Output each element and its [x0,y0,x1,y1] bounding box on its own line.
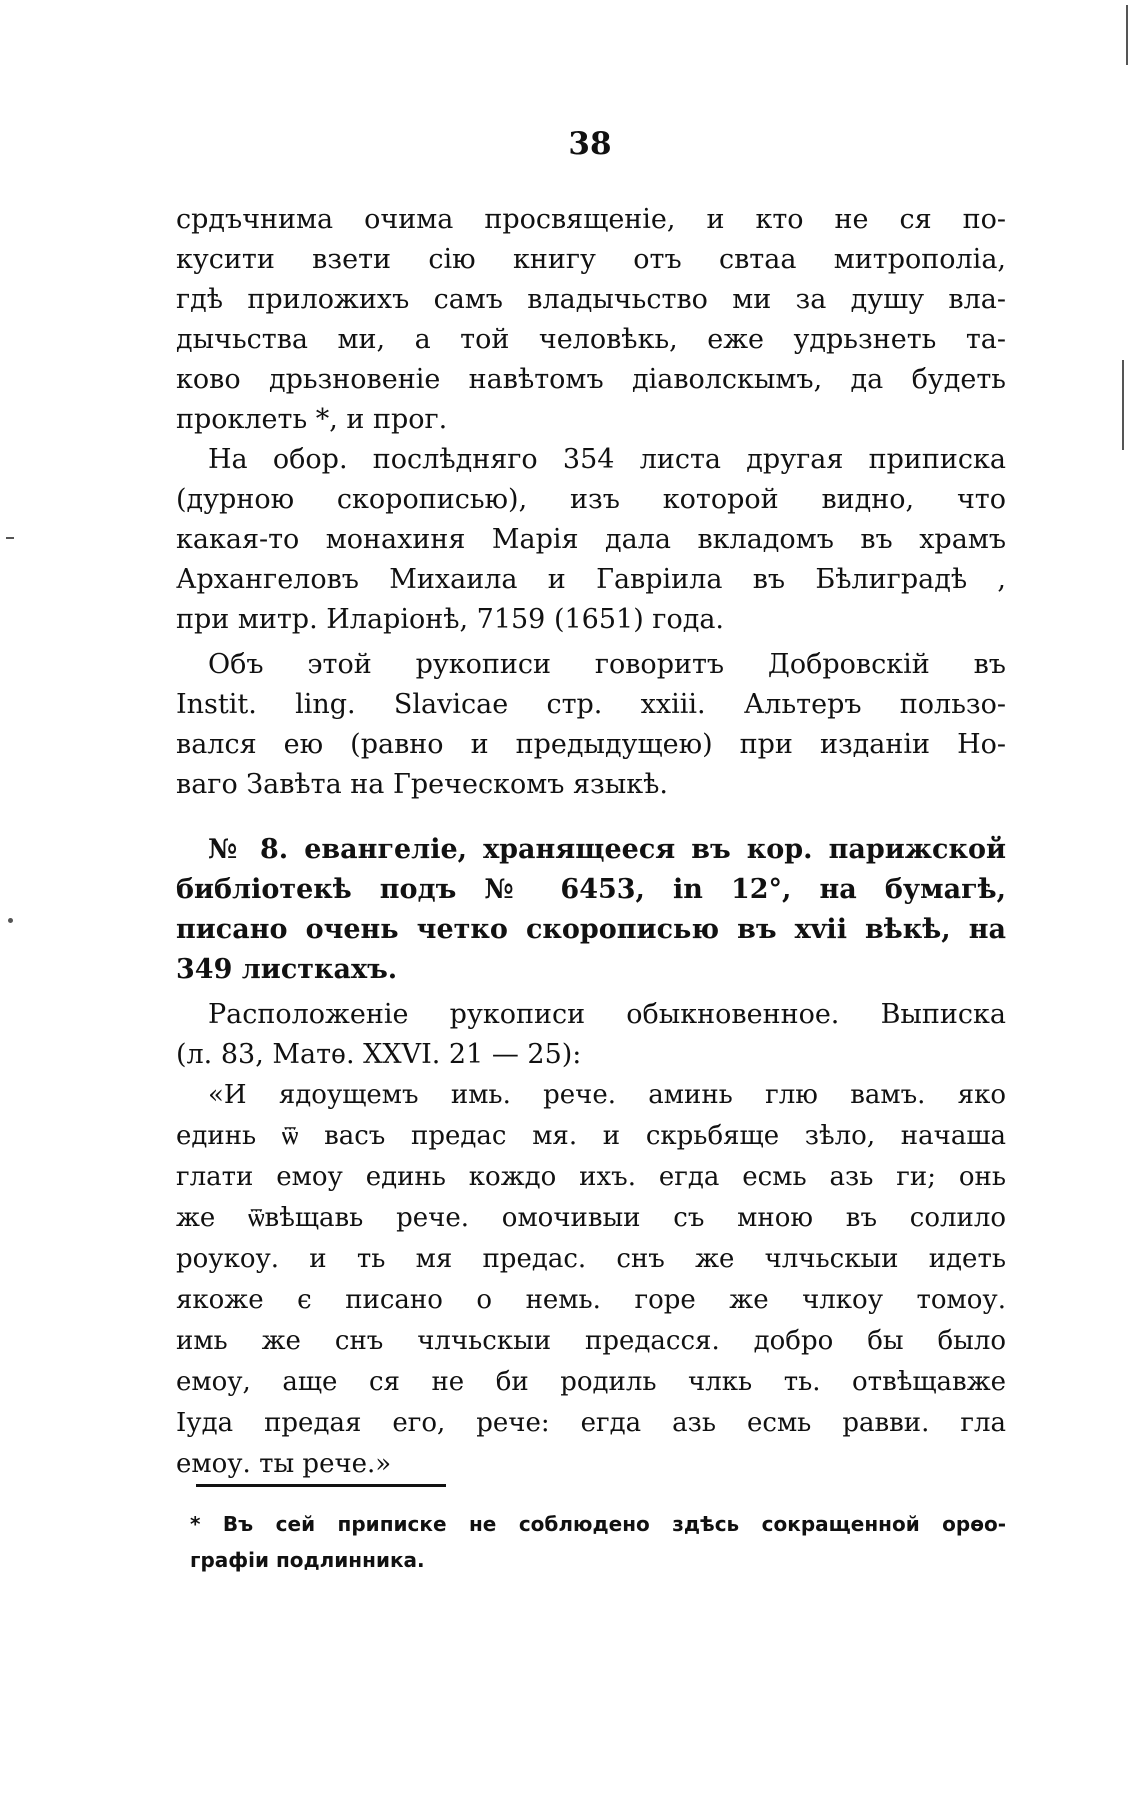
text-line: роукоу. и ть мя предас. снъ же члчьскыи идеть [176,1244,1006,1274]
text-line: гдѣ приложихъ самъ владычьство ми за душу вла- [176,284,1006,315]
text-line: библіотекѣ подъ № 6453, in 12°, на бумагѣ, [176,874,1006,905]
text-line: глати емоу единь кождо ихъ. егда есмь азь ги; онь [176,1162,1006,1192]
text-line: писано очень четко скорописью въ xvii вѣкѣ, на [176,914,1006,945]
text-line: Архангеловъ Михаила и Гавріила въ Бѣлиградѣ , [176,564,1006,595]
text-line: «И ядоущемъ имь. рече. аминь глю вамъ. яко [208,1080,1006,1110]
footnote [190,1506,1006,1578]
text-line: при митр. Иларіонѣ, 7159 (1651) года. [176,604,725,635]
margin-mark [1122,360,1124,450]
text-line: (дурною скорописью), изъ которой видно, что [176,484,1006,515]
text-line: срдъчнима очима просвященіе, и кто не ся по- [176,204,1006,235]
text-line: емоу. ты рече.» [176,1449,392,1479]
paragraph-colophon [176,200,1006,440]
footnote-rule [196,1484,446,1487]
text-line: вался ею (равно и предыдущею) при изданіи Но- [176,729,1006,760]
text-line: проклеть *, и прог. [176,404,448,435]
text-line: Объ этой рукописи говоритъ Добровскій въ [208,649,1006,680]
paragraph-dobrovsky [176,645,1006,805]
page-number: 38 [568,126,612,162]
text-line: кусити взети сію книгу отъ свтаа митрополіа, [176,244,1006,275]
text-line: ваго Завѣта на Греческомъ языкѣ. [176,769,668,800]
text-line: имь же снъ члчьскыи предасся. добро бы было [176,1326,1006,1356]
text-line: емоу, аще ся не би родиль члкь ть. отвѣщавже [176,1367,1006,1397]
text-line: Расположеніе рукописи обыкновенное. Выписка [208,999,1006,1030]
text-line: 349 листкахъ. [176,954,398,985]
paragraph-inscription [176,440,1006,640]
text-line: На обор. послѣдняго 354 листа другая приписка [208,444,1006,475]
paragraph-layout [176,995,1006,1075]
text-line: единь ѿ васъ предас мя. и скрьбяще зѣло, начаша [176,1121,1006,1151]
manuscript-heading [176,830,1006,990]
text-line: дычьства ми, а той человѣкь, еже удрьзнеть та- [176,324,1006,355]
margin-mark [6,537,14,539]
text-line: Іуда предая его, рече: егда азь есмь равви. гла [176,1408,1006,1438]
text-line: ково дрьзновеніе навѣтомъ діаволскымъ, да будеть [176,364,1006,395]
margin-mark [1126,5,1128,65]
text-line: Instit. ling. Slavicae стр. xxiii. Альтеръ пользо- [176,689,1006,720]
text-line: * Въ сей приписке не соблюдено здѣсь сокращенной орѳо- [190,1512,1006,1536]
text-line: (л. 83, Матѳ. XXVI. 21 — 25): [176,1039,582,1070]
margin-mark [8,918,13,923]
text-line: графіи подлинника. [190,1548,425,1572]
text-line: № 8. евангеліе, хранящееся въ кор. парижской [208,834,1006,865]
gospel-quotation [176,1075,1006,1485]
text-line: же ѿвѣщавь рече. омочивыи съ мною въ солило [176,1203,1006,1233]
text-line: якоже є писано о немь. горе же члкоу томоу. [176,1285,1006,1315]
text-line: какая-то монахиня Марія дала вкладомъ въ храмъ [176,524,1006,555]
